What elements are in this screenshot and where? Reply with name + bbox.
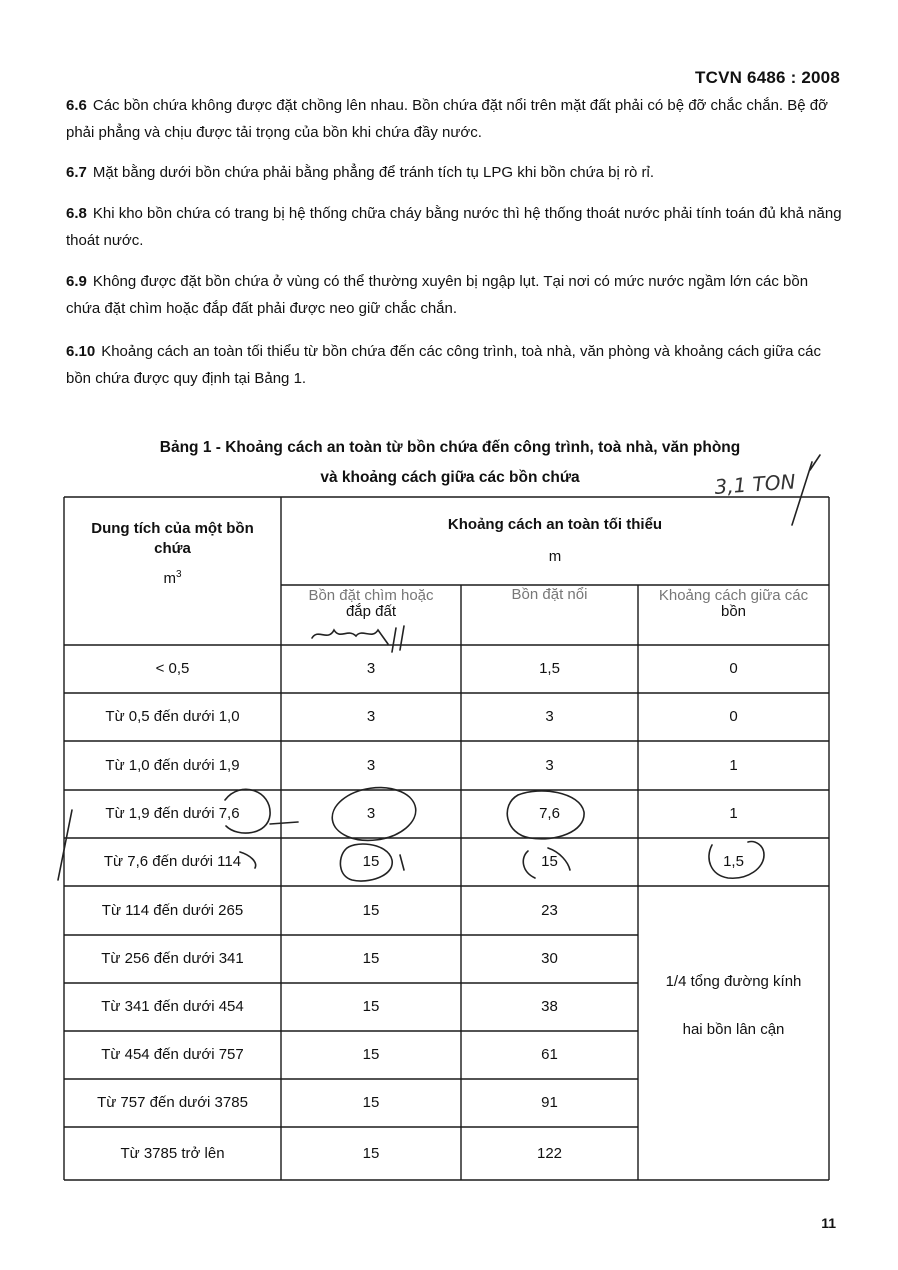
buried-distance-cell: 15 [362, 1144, 380, 1162]
clause-number: 6.10 [66, 343, 96, 360]
buried-distance-cell: 15 [362, 853, 380, 870]
between-tanks-distance-cell: 0 [729, 708, 738, 725]
above-ground-distance-cell: 1,5 [539, 660, 560, 677]
merged-between-tanks-line-1: 1/4 tổng đường kính [665, 973, 802, 990]
above-ground-distance-cell: 122 [536, 1144, 563, 1162]
table-caption-line-2: và khoảng cách giữa các bồn chứa [320, 469, 580, 486]
between-tanks-distance-cell: 1 [729, 756, 738, 774]
buried-distance-cell: 15 [362, 901, 380, 919]
header-buried-tank-line-2: đắp đất [345, 603, 397, 620]
between-tanks-distance-cell: 1,5 [723, 853, 744, 870]
capacity-cell: Từ 341 đến dưới 454 [101, 998, 244, 1015]
clause-number: 6.9 [66, 273, 87, 290]
buried-distance-cell: 15 [362, 1094, 380, 1111]
capacity-cell: Từ 256 đến dưới 341 [101, 950, 244, 967]
document-code: TCVN 6486 : 2008 [695, 68, 840, 87]
buried-distance-cell: 15 [362, 950, 380, 967]
buried-distance-cell: 3 [366, 756, 376, 774]
clause-text: Không được đặt bồn chứa ở vùng có thể thường xuyên bị ngập lụt. Tại nơi có mức nước ngầm lớn các bồn chứa đặt chìm hoặc đắp đất phải được neo giữ chắc chắn. [66, 273, 809, 317]
above-ground-distance-cell: 15 [541, 853, 558, 870]
capacity-cell: Từ 454 đến dưới 757 [101, 1046, 244, 1063]
header-above-ground-tank-label: Bồn đặt nổi [511, 586, 588, 603]
merged-between-tanks-cell [638, 886, 829, 1180]
above-ground-distance-cell: 23 [541, 901, 558, 919]
buried-distance-cell: 3 [366, 660, 376, 677]
page-number: 11 [821, 1215, 836, 1231]
header-capacity-label: Dung tích của một bồn chứa [91, 520, 254, 557]
table-caption-line-1: Bảng 1 - Khoảng cách an toàn từ bồn chứa đến công trình, toà nhà, văn phòng [159, 439, 741, 456]
buried-distance-cell: 15 [362, 1046, 380, 1063]
handwritten-note: 3,1 TON [713, 469, 797, 499]
buried-distance-cell: 15 [362, 998, 380, 1015]
clause-text: Khoảng cách an toàn tối thiểu từ bồn chứa đến các công trình, toà nhà, văn phòng và khoảng cách giữa các bồn chứa được quy định tại Bảng 1. [66, 343, 821, 387]
capacity-cell: Từ 114 đến dưới 265 [101, 901, 244, 919]
header-between-tanks-line-2: bồn [720, 603, 747, 620]
capacity-cell: < 0,5 [155, 660, 190, 677]
header-buried-tank-line-1: Bồn đặt chìm hoặc [308, 587, 434, 604]
above-ground-distance-cell: 3 [545, 708, 554, 725]
between-tanks-distance-cell: 0 [729, 660, 738, 677]
clause-text: Mặt bằng dưới bồn chứa phải bằng phẳng để tránh tích tụ LPG khi bồn chứa bị rò rỉ. [92, 164, 655, 181]
header-buried-tank [281, 585, 461, 630]
header-safety-distance-label: Khoảng cách an toàn tối thiểu [447, 516, 663, 533]
header-safety-distance [281, 497, 829, 585]
between-tanks-distance-cell: 1 [729, 805, 738, 822]
above-ground-distance-cell: 30 [541, 950, 558, 967]
capacity-cell: Từ 0,5 đến dưới 1,0 [105, 708, 240, 725]
buried-distance-cell: 3 [366, 805, 376, 822]
header-capacity-unit: $m^3$ [163, 569, 182, 587]
clause-number: 6.6 [66, 97, 87, 114]
clause-number: 6.8 [66, 205, 87, 222]
clause-number: 6.7 [66, 164, 87, 181]
clause-text: Khi kho bồn chứa có trang bị hệ thống chữa cháy bằng nước thì hệ thống thoát nước phải tính toán đủ khả năng thoát nước. [66, 205, 842, 249]
above-ground-distance-cell: 38 [541, 998, 558, 1015]
capacity-cell: Từ 1,0 đến dưới 1,9 [105, 756, 240, 774]
capacity-cell: Từ 7,6 đến dưới 114 [103, 853, 242, 870]
capacity-cell: Từ 3785 trở lên [120, 1144, 225, 1162]
header-capacity [64, 497, 281, 645]
capacity-cell: Từ 1,9 đến dưới 7,6 [105, 805, 240, 822]
above-ground-distance-cell: 3 [545, 756, 554, 774]
above-ground-distance-cell: 61 [541, 1046, 558, 1063]
above-ground-distance-cell: 7,6 [539, 805, 560, 822]
header-between-tanks [638, 585, 829, 630]
above-ground-distance-cell: 91 [541, 1094, 558, 1111]
header-safety-distance-unit: m [548, 548, 562, 565]
header-between-tanks-line-1: Khoảng cách giữa các [658, 587, 809, 604]
merged-between-tanks-line-2: hai bồn lân cận [682, 1021, 785, 1038]
clause-text: Các bồn chứa không được đặt chồng lên nhau. Bồn chứa đặt nổi trên mặt đất phải có bệ đỡ chắc chắn. Bệ đỡ phải phẳng và chịu được tải trọng của bồn khi chứa đầy nước. [66, 97, 828, 141]
capacity-cell: Từ 757 đến dưới 3785 [97, 1094, 248, 1111]
header-above-ground-tank [461, 585, 638, 615]
buried-distance-cell: 3 [366, 708, 376, 725]
